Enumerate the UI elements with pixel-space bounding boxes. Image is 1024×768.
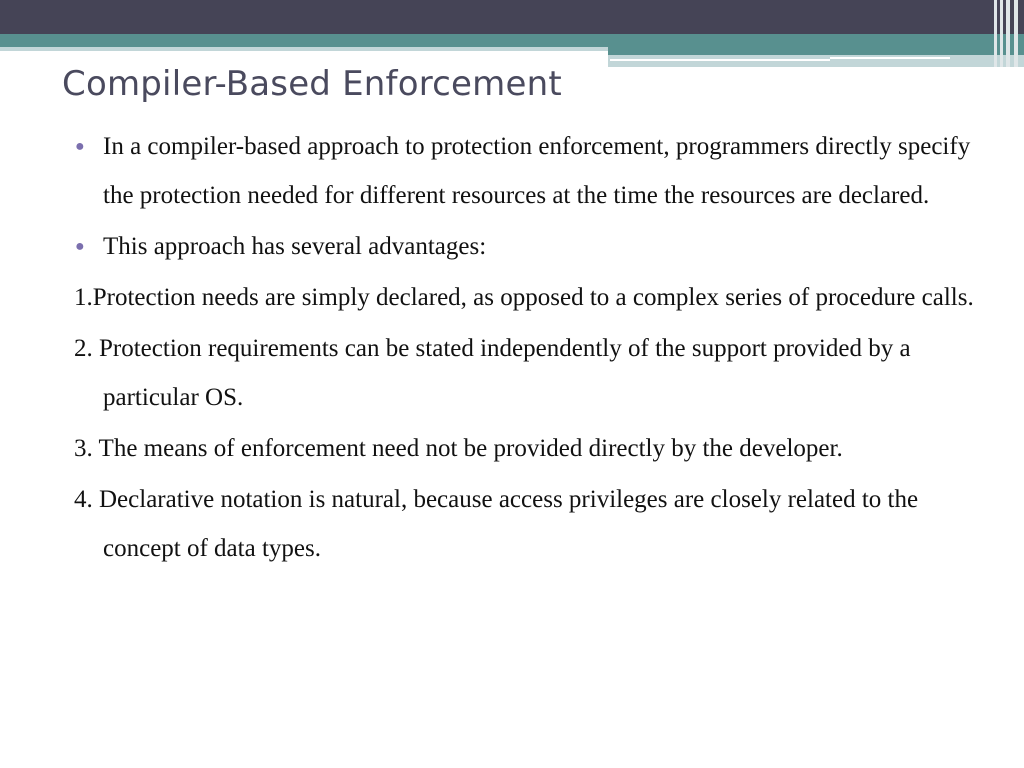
bullet-item (74, 222, 974, 271)
slide-title: Compiler-Based Enforcement (62, 64, 562, 104)
bullet-text: In a compiler-based approach to protection enforcement, programmers directly specify the protection needed for different resources at the time the resources are declared. (103, 133, 971, 209)
header-accent-line (830, 57, 950, 59)
numbered-point: 3. The means of enforcement need not be provided directly by the developer. (74, 435, 843, 462)
slide-body (74, 122, 974, 575)
numbered-point: 4. Declarative notation is natural, because access privileges are closely related to the concept of data types. (74, 486, 919, 562)
header-pale-band-right (608, 55, 1024, 67)
bullet-dot-icon: ● (75, 138, 85, 155)
header-dark-band (0, 0, 1024, 34)
header-accent-line (610, 59, 830, 61)
bullet-dot-icon: ● (75, 238, 85, 255)
header-right-stripes (992, 0, 1024, 67)
numbered-point: 2. Protection requirements can be stated independently of the support provided by a particular OS. (74, 335, 911, 411)
header-teal-band (0, 34, 1024, 47)
header-pale-band-left (0, 47, 608, 51)
numbered-point: 1.Protection needs are simply declared, as opposed to a complex series of procedure calls. (74, 284, 974, 311)
bullet-item (74, 122, 974, 220)
bullet-text: This approach has several advantages: (103, 233, 487, 260)
header-teal-band-right (608, 47, 1024, 55)
